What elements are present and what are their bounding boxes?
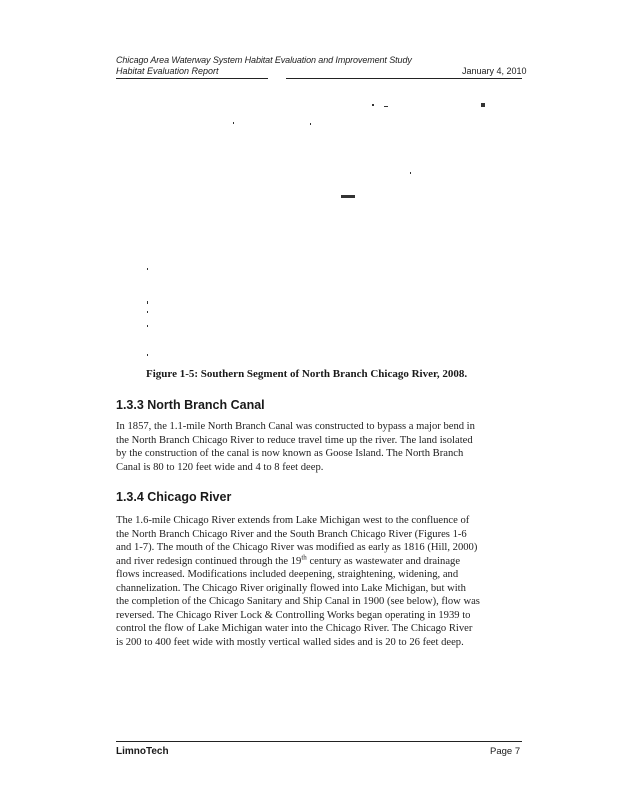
paragraph-line: flows increased. Modifications included deepening, straightening, widening, and [116, 569, 459, 580]
figure-speck [147, 311, 148, 313]
figure-caption: Figure 1-5: Southern Segment of North Branch Chicago River, 2008. [146, 368, 468, 380]
line-text: century as wastewater and drainage [306, 555, 461, 567]
paragraph-line: is 200 to 400 feet wide with mostly vertical walled sides and is 20 to 26 feet deep. [116, 636, 464, 648]
figure-speck [233, 122, 234, 124]
footer-rule [116, 741, 522, 742]
paragraph-line: channelization. The Chicago River originally flowed into Lake Michigan, but with [116, 582, 466, 594]
figure-speck [147, 268, 148, 270]
paragraph-chicago-river [116, 514, 528, 649]
paragraph-line: by the construction of the canal is now known as Goose Island. The North Branch [116, 448, 464, 459]
paragraph-line: The 1.6-mile Chicago River extends from Lake Michigan west to the confluence of [116, 515, 470, 526]
paragraph-line-with-superscript [116, 552, 528, 569]
paragraph-line: In 1857, the 1.1-mile North Branch Canal was constructed to bypass a major bend in [116, 421, 475, 432]
header-rule-left [116, 78, 268, 79]
paragraph-line: Canal is 80 to 120 feet wide and 4 to 8 feet deep. [116, 461, 324, 473]
paragraph-line: reversed. The Chicago River Lock & Controlling Works began operating in 1939 to [116, 609, 471, 621]
header-subtitle: Habitat Evaluation Report [116, 66, 219, 76]
figure-speck [372, 104, 374, 106]
figure-speck [481, 103, 485, 107]
figure-speck [410, 172, 411, 174]
paragraph-line: control the flow of Lake Michigan water into the Chicago River. The Chicago River [116, 623, 473, 634]
superscript: th [301, 552, 307, 561]
footer-page-number: Page 7 [490, 746, 521, 757]
paragraph-line: the North Branch Chicago River and the South Branch Chicago River (Figures 1-6 [116, 528, 467, 540]
section-heading-north-branch-canal: 1.3.3 North Branch Canal [116, 398, 265, 412]
paragraph-line: the North Branch Chicago River to reduce travel time up the river. The land isolated [116, 434, 473, 446]
section-heading-chicago-river: 1.3.4 Chicago River [116, 490, 232, 504]
paragraph-line: the completion of the Chicago Sanitary and Ship Canal in 1900 (see below), flow was [116, 596, 480, 607]
header-rule-right [286, 78, 522, 79]
header-title: Chicago Area Waterway System Habitat Evaluation and Improvement Study [116, 55, 412, 65]
paragraph-north-branch-canal [116, 420, 528, 474]
footer-company: LimnoTech [116, 746, 169, 757]
figure-speck [341, 195, 355, 198]
figure-speck [147, 354, 148, 356]
header-date: January 4, 2010 [462, 66, 527, 76]
figure-speck [310, 123, 311, 125]
line-text: and river redesign continued through the 19 [116, 555, 302, 567]
figure-speck [147, 301, 148, 304]
figure-speck [384, 106, 388, 107]
figure-speck [147, 325, 148, 327]
paragraph-line: and 1-7). The mouth of the Chicago River was modified as early as 1816 (Hill, 2000) [116, 542, 478, 553]
